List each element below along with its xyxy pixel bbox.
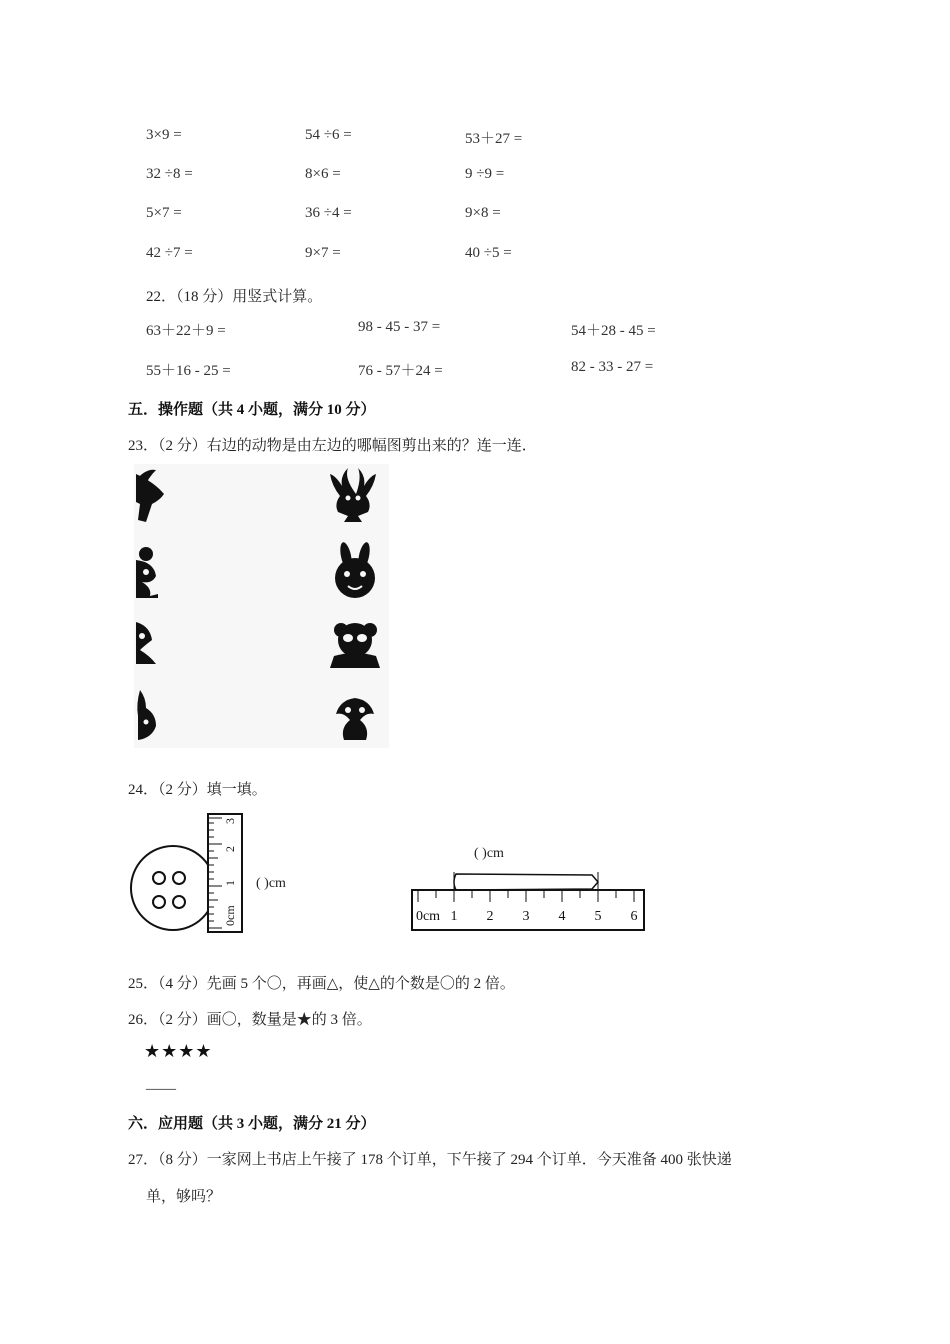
calc-expr: 36 ÷4 =: [305, 205, 352, 221]
vertical-calc-expr: 63＋22＋9 =: [146, 323, 226, 339]
calc-expr: 5×7 =: [146, 205, 182, 221]
vertical-calc-expr: 54＋28 - 45 =: [571, 323, 656, 339]
section-5-heading: 五．操作题（共 4 小题，满分 10 分）: [128, 402, 376, 418]
button-hole-icon: [173, 896, 185, 908]
vertical-calc-expr: 98 - 45 - 37 =: [358, 319, 441, 335]
ruler-tick-label: 0cm: [415, 909, 441, 924]
question-22-title: 22．（18 分）用竖式计算。: [146, 289, 323, 305]
button-and-ruler-figure: [128, 810, 358, 938]
button-circle: [131, 846, 215, 930]
question-23-title: 23．（2 分）右边的动物是由左边的哪幅图剪出来的？连一连．: [128, 438, 537, 454]
button-diameter-blank: ( )cm: [256, 876, 286, 891]
question-27-line-2: 单，够吗？: [146, 1189, 222, 1205]
calc-expr: 53＋27 =: [465, 131, 523, 147]
calc-expr: 40 ÷5 =: [465, 245, 512, 261]
ruler-tick-label: 0cm: [223, 905, 237, 926]
vertical-calc-expr: 82 - 33 - 27 =: [571, 359, 654, 375]
answer-blank: ____: [146, 1076, 176, 1092]
question-24-title: 24．（2 分）填一填。: [128, 782, 267, 798]
button-hole-icon: [153, 896, 165, 908]
ruler-tick-label: 5: [594, 909, 602, 924]
nail-icon: [454, 874, 598, 890]
calc-expr: 9×8 =: [465, 205, 501, 221]
ruler-tick-label: 4: [558, 909, 566, 924]
animal-matching-figure: [134, 464, 389, 748]
nail-length-blank: ( )cm: [474, 846, 504, 861]
calc-expr: 9×7 =: [305, 245, 341, 261]
calc-expr: 9 ÷9 =: [465, 166, 505, 182]
calc-expr: 3×9 =: [146, 127, 182, 143]
section-6-heading: 六．应用题（共 3 小题，满分 21 分）: [128, 1116, 376, 1132]
button-hole-icon: [153, 872, 165, 884]
question-26-title: 26．（2 分）画〇，数量是★的 3 倍。: [128, 1012, 372, 1028]
ruler-tick-label: 3: [522, 909, 530, 924]
calc-expr: 54 ÷6 =: [305, 127, 352, 143]
stars-row: ★★★★: [144, 1041, 213, 1061]
ruler-tick-label: 2: [223, 846, 237, 852]
question-27-line-1: 27．（8 分）一家网上书店上午接了 178 个订单，下午接了 294 个订单．今天准备 400 张快递: [128, 1152, 732, 1168]
nail-and-ruler-figure: [410, 862, 650, 936]
button-hole-icon: [173, 872, 185, 884]
question-25-title: 25．（4 分）先画 5 个〇，再画△，使△的个数是〇的 2 倍。: [128, 976, 515, 992]
ruler-tick-label: 3: [223, 818, 237, 824]
ruler-tick-label: 1: [450, 909, 458, 924]
calc-expr: 32 ÷8 =: [146, 166, 193, 182]
calc-expr: 42 ÷7 =: [146, 245, 193, 261]
ruler-tick-label: 2: [486, 909, 494, 924]
ruler-tick-label: 6: [630, 909, 638, 924]
vertical-calc-expr: 76 - 57＋24 =: [358, 363, 443, 379]
vertical-calc-expr: 55＋16 - 25 =: [146, 363, 231, 379]
ruler-tick-label: 1: [223, 880, 237, 886]
calc-expr: 8×6 =: [305, 166, 341, 182]
